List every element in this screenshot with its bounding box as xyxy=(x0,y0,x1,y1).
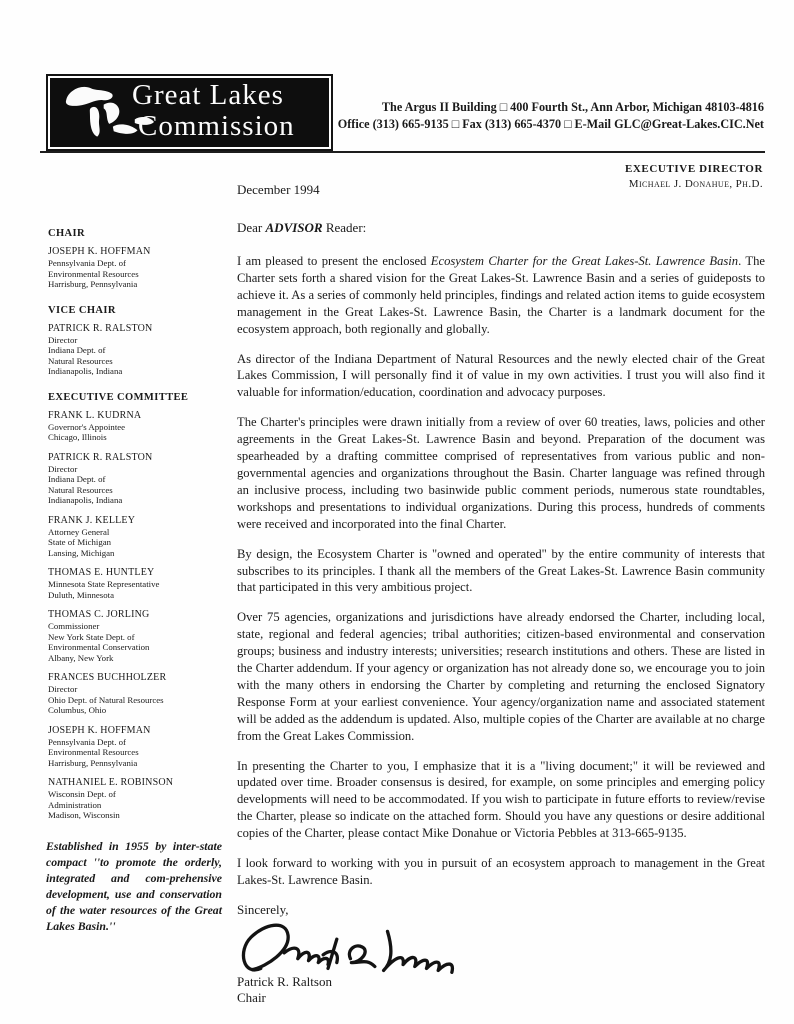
sidebar-section-heading: CHAIR xyxy=(48,228,86,239)
officer-detail-line: Pennsylvania Dept. of xyxy=(48,736,126,747)
officer-name: NATHANIEL E. ROBINSON xyxy=(48,777,174,788)
officer-detail-line: Natural Resources xyxy=(48,355,113,366)
officer-detail-line: Environmental Resources xyxy=(48,747,139,757)
officer-detail-line: Indianapolis, Indiana xyxy=(48,495,123,505)
officer-detail-line: Commissioner xyxy=(48,621,100,631)
officer-entry xyxy=(48,515,220,559)
officer-detail-line: Director xyxy=(48,463,78,474)
letter-paragraphs xyxy=(237,253,765,889)
address-line-1: The Argus II Building □ 400 Fourth St., Ann Arbor, Michigan 48103-4816 xyxy=(381,100,764,114)
officer-detail-line: Ohio Dept. of Natural Resources xyxy=(48,694,164,705)
paragraph-segment: Over 75 agencies, organizations and jurisdictions have already endorsed the Charter, including local, state, regional and federal agencies; tribal authorities; citizen-based environmental and conservation groups; business and industry interests; universities; research institutions and others. These are listed in the Charter addendum. If your agency or organization has not already done so, we encourage you to join with the many others in endorsing the Charter by completing and returning the enclosed Signatory Response Form at your earliest convenience. Your agency/organization name and associated statement will be added as the addendum is updated. Also, multiple copies of the Charter are available at no charge from the Great Lakes Commission. xyxy=(237,610,765,743)
officer-detail-line: Indianapolis, Indiana xyxy=(48,366,123,376)
letter-paragraph xyxy=(237,855,765,889)
officer-detail-line: Lansing, Michigan xyxy=(48,547,115,558)
officer-detail-line: Environmental Conservation xyxy=(48,642,150,652)
officer-entry xyxy=(48,672,220,716)
logo-line1: Great Lakes xyxy=(132,79,284,111)
logo-line2: Commission xyxy=(138,110,295,142)
officer-detail-line: Environmental Resources xyxy=(48,268,139,279)
officer-detail-line: Natural Resources xyxy=(48,484,113,495)
letter-body xyxy=(237,182,765,1006)
officers-sidebar xyxy=(48,228,220,836)
logo-wordmark xyxy=(132,80,295,142)
executive-director-title: EXECUTIVE DIRECTOR xyxy=(624,163,763,175)
officer-entry xyxy=(48,246,220,290)
officer-detail-line: Chicago, Illinois xyxy=(48,432,107,442)
officer-entry xyxy=(48,609,220,663)
paragraph-segment: I am pleased to present the enclosed xyxy=(237,254,431,268)
letter-date: December 1994 xyxy=(237,182,320,197)
officer-name: JOSEPH K. HOFFMAN xyxy=(48,246,151,257)
salutation-prefix: Dear xyxy=(237,220,266,235)
paragraph-segment: By design, the Ecosystem Charter is "owned and operated" by the entire community of interests that subscribes to its principles. I thank all the members of the Great Lakes-St. Lawrence Basin community that participated in this very ambitious project. xyxy=(237,546,765,595)
officer-name: FRANCES BUCHHOLZER xyxy=(48,672,167,683)
paragraph-italic-segment: Ecosystem Charter for the Great Lakes-St. Lawrence Basin xyxy=(430,254,739,268)
compact-quote: Established in 1955 by inter-state compact ''to promote the orderly, integrated and com-prehensive development, use and conservation of the water resources of the Great Lakes Basin.'' xyxy=(46,839,222,933)
logo-inner xyxy=(50,78,329,147)
officer-detail-line: Columbus, Ohio xyxy=(48,705,107,715)
officer-detail-line: Harrisburg, Pennsylvania xyxy=(48,279,138,289)
officer-detail-line: Harrisburg, Pennsylvania xyxy=(48,757,138,768)
executive-director-name: Michael J. Donahue, Ph.D. xyxy=(628,178,763,190)
officer-detail-line: Director xyxy=(48,334,78,345)
officer-detail-line: Administration xyxy=(48,799,102,810)
closing: Sincerely, xyxy=(237,901,289,917)
officer-name: PATRICK R. RALSTON xyxy=(48,322,153,334)
paragraph-segment: The Charter's principles were drawn initially from a review of over 60 treaties, laws, policies and other agreements in the Great Lakes-St. Lawrence Basin and beyond. Preparation of the document was spearheaded by a drafting committee comprised of representatives from various public and non-governmental agencies and organizations throughout the Basin. Charter language was refined through an inclusive process, including two basinwide public comment periods, numerous state roundtables, workshops and presentations to individual organizations. During this process, hundreds of comments were received and incorporated into the final Charter. xyxy=(237,415,765,531)
sidebar-section-heading: VICE CHAIR xyxy=(48,304,116,316)
officer-detail-line: Albany, New York xyxy=(48,652,114,663)
officer-detail-line: Director xyxy=(48,684,78,694)
sidebar-section xyxy=(48,305,220,377)
officer-name: FRANK J. KELLEY xyxy=(48,514,136,526)
officer-detail-line: Pennsylvania Dept. of xyxy=(48,258,126,268)
signer-name: Patrick R. Raltson xyxy=(237,973,332,989)
officer-name: PATRICK R. RALSTON xyxy=(48,451,153,463)
letterhead-address xyxy=(338,99,764,133)
salutation xyxy=(237,220,765,236)
officer-detail-line: Duluth, Minnesota xyxy=(48,589,114,600)
signer-title: Chair xyxy=(237,989,266,1005)
officer-detail-line: Indiana Dept. of xyxy=(48,345,106,355)
sidebar-section xyxy=(48,392,220,821)
letter-paragraph xyxy=(237,351,765,402)
officer-entry xyxy=(48,323,220,377)
letter-paragraph xyxy=(237,546,765,597)
officer-name: THOMAS E. HUNTLEY xyxy=(48,567,155,578)
officer-detail-line: Madison, Wisconsin xyxy=(48,810,120,820)
paragraph-segment: In presenting the Charter to you, I emphasize that it is a "living document;" it will be reviewed and updated over time. Broader consensus is desired, for example, on some principles and emerging policy developments will need to be accommodated. If you wish to participate in future efforts to review/revise the Charter, please so indicate on the attached form. Should you have any questions or desire additional copies of the Charter, please contact Mike Donahue or Victoria Pebbles at 313-665-9135. xyxy=(237,758,765,841)
officer-entry xyxy=(48,410,220,443)
salutation-emphasis: ADVISOR xyxy=(265,220,323,235)
officer-name: THOMAS C. JORLING xyxy=(48,609,150,620)
paragraph-segment: As director of the Indiana Department of Natural Resources and the newly elected chair of the Great Lakes Commission, I will personally find it of value in my own activities. I trust you will also find it valuable for information/education, coordination and advocacy purposes. xyxy=(237,351,765,400)
officer-entry xyxy=(48,567,220,600)
sidebar-section-heading: EXECUTIVE COMMITTEE xyxy=(48,391,189,403)
officer-name: JOSEPH K. HOFFMAN xyxy=(48,724,151,736)
address-line-2: Office (313) 665-9135 □ Fax (313) 665-4370 □ E-Mail GLC@Great-Lakes.CIC.Net xyxy=(337,117,764,131)
officer-detail-line: Minnesota State Representative xyxy=(48,579,160,589)
officer-detail-line: Attorney General xyxy=(48,526,110,537)
great-lakes-commission-logo xyxy=(46,74,333,151)
officer-entry xyxy=(48,725,220,769)
paragraph-segment: . The Charter sets forth a shared vision for the Great Lakes-St. Lawrence Basin and a series of guideposts to achieve it. As a series of commonly held principles, findings and related action items to guide ecosystem management in the Great Lakes-St. Lawrence Basin, the Charter is a landmark document for the ecosystem approach, both regionally and globally. xyxy=(237,254,765,336)
paragraph-segment: I look forward to working with you in pursuit of an ecosystem approach to management in the Great Lakes-St. Lawrence Basin. xyxy=(237,856,765,887)
letter-paragraph xyxy=(237,414,765,532)
officer-detail-line: New York State Dept. of xyxy=(48,631,135,642)
officer-name: FRANK L. KUDRNA xyxy=(48,409,142,421)
officer-entry xyxy=(48,452,220,506)
officer-entry xyxy=(48,777,220,821)
officer-detail-line: Indiana Dept. of xyxy=(48,474,106,484)
letter-paragraph xyxy=(237,758,765,843)
salutation-suffix: Reader: xyxy=(322,220,367,235)
officer-detail-line: State of Michigan xyxy=(48,537,112,547)
letter-paragraph xyxy=(237,253,765,338)
letter-paragraph xyxy=(237,609,765,744)
sidebar-section xyxy=(48,228,220,290)
officer-detail-line: Governor's Appointee xyxy=(48,421,126,432)
officer-detail-line: Wisconsin Dept. of xyxy=(48,789,116,799)
header-divider xyxy=(40,151,765,153)
